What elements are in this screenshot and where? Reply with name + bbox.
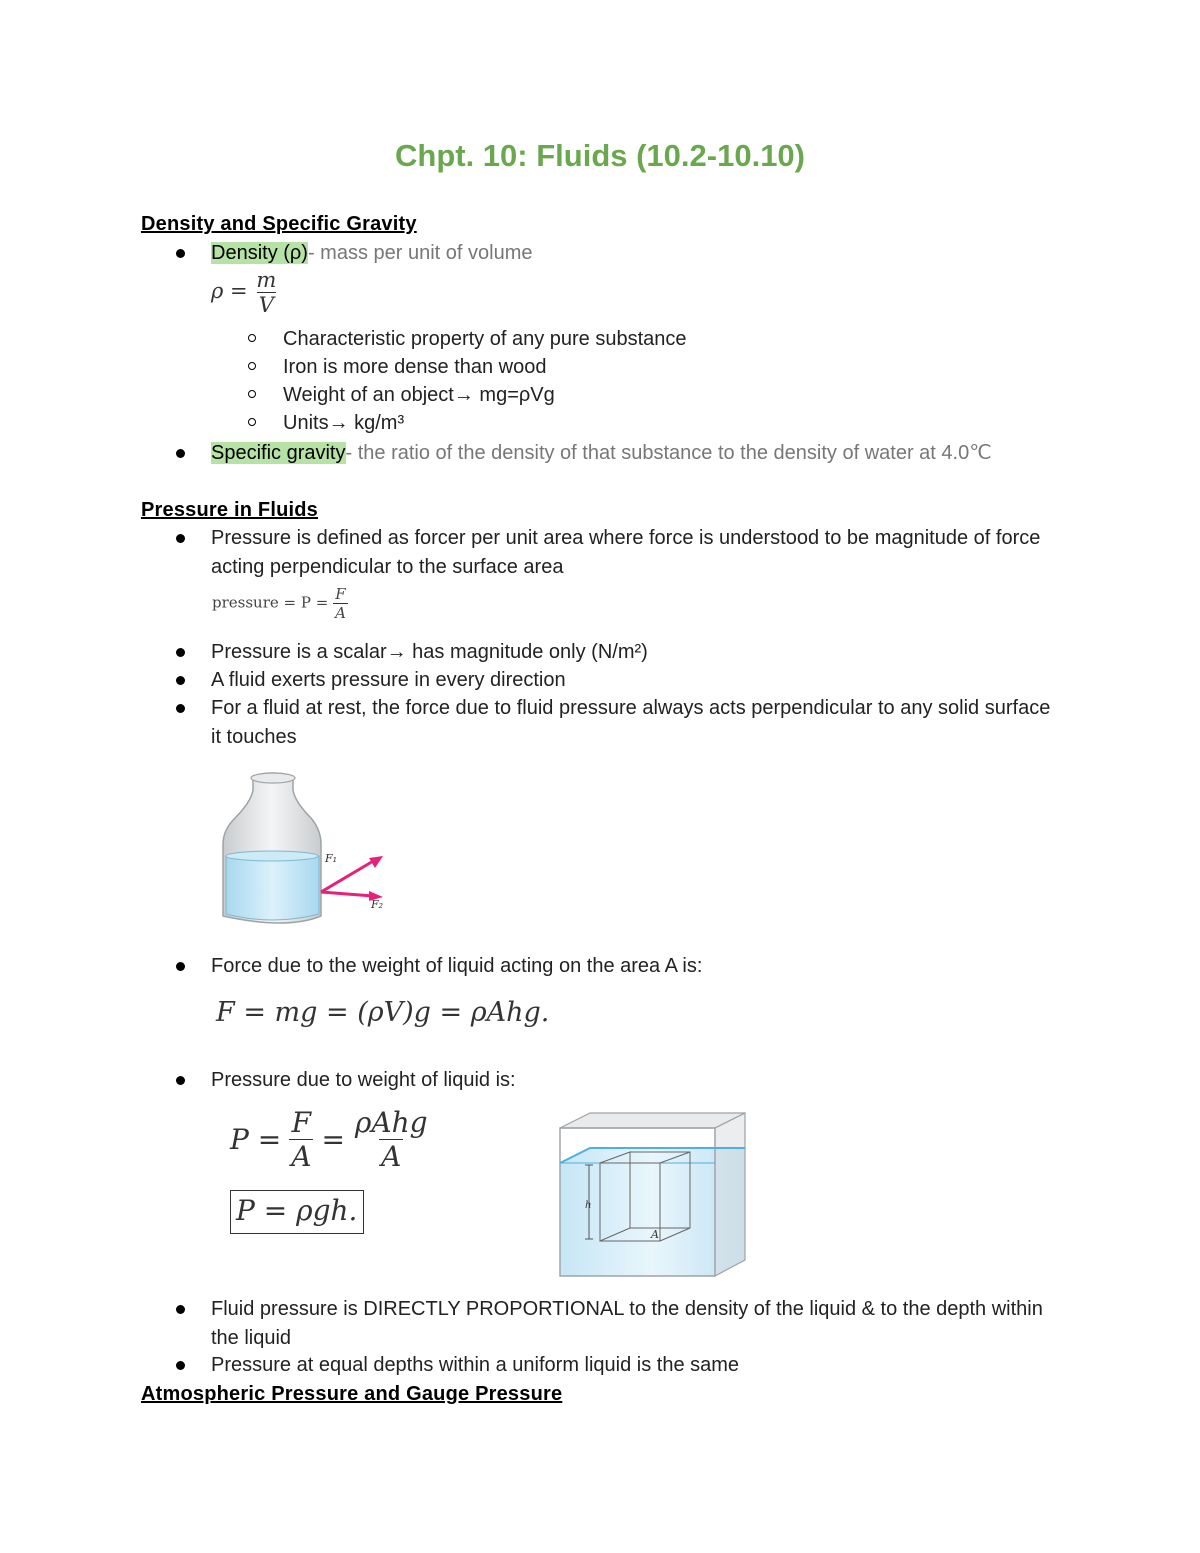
tank-top [560,1113,745,1128]
bullet-pressure-defined: Pressure is defined as forcer per unit area where force is understood to be magnitude of force acting perpendicular to the surface area [176,524,1076,582]
formula-denominator: A [335,604,346,622]
bullet-fluid-at-rest: For a fluid at rest, the force due to fluid pressure always acts perpendicular to any solid surface it touches [176,694,1076,752]
bullet-dot [176,534,185,543]
sg-definition: - the ratio of the density of that substance to the density of water at 4.0℃ [345,442,992,464]
formula-denominator: V [258,293,274,317]
page-title: Chpt. 10: Fluids (10.2-10.10) [395,138,805,173]
water-surface [226,851,318,861]
bottle-water [226,856,319,920]
density-definition: - mass per unit of volume [307,242,533,264]
bottle-mouth [251,773,295,783]
sub-bullet [248,390,256,398]
force-arrow-2 [321,892,373,896]
section-heading-density: Density and Specific Gravity [141,213,417,235]
density-term: Density (ρ) [211,242,308,264]
section-heading-atmospheric: Atmospheric Pressure and Gauge Pressure [141,1383,563,1405]
sub-bullet [248,362,256,370]
boxed-pressure-formula: P = ρgh. [230,1190,364,1234]
bullet-dot [176,449,185,458]
label-area: A [651,1228,659,1241]
formula-numerator: m [256,268,277,292]
sub-bullet [248,418,256,426]
label-h: h [585,1200,592,1211]
bullet-directly-proportional: Fluid pressure is DIRECTLY PROPORTIONAL to the density of the liquid & to the depth within the liquid [176,1295,1076,1353]
tank-figure [555,1108,750,1280]
pressure-weight-formula [230,1106,430,1173]
sg-term: Specific gravity [211,442,346,464]
label-f2: F₂ [371,898,384,911]
force-formula: F = mg = (ρV)g = ρAhg. [216,997,550,1028]
bullet-dot [176,1361,185,1370]
sub-bullet [248,334,256,342]
density-formula [211,268,278,317]
bullet-specific-gravity [176,439,1076,468]
tank-side [715,1113,745,1276]
bullet-dot [176,962,185,971]
bullet-dot [176,1305,185,1314]
bullet-dot [176,648,185,657]
formula-denominator-1: A [291,1140,312,1173]
formula-numerator: F [335,585,346,603]
formula-numerator-2: ρAhg [354,1106,428,1139]
formula-lhs: ρ = [211,279,248,303]
pressure-formula [212,585,348,622]
formula-lhs: pressure = P = [212,593,329,612]
formula-lhs: P = [230,1123,282,1156]
bullet-dot [176,1076,185,1085]
bullet-dot [176,676,185,685]
formula-equals: = [321,1123,345,1156]
section-heading-pressure: Pressure in Fluids [141,499,318,521]
formula-numerator-1: F [291,1106,312,1139]
bullet-density [176,239,1076,268]
bullet-dot [176,704,185,713]
bottle-figure [215,770,395,935]
formula-denominator-2: A [381,1140,402,1173]
label-f1: F₁ [325,852,338,865]
bullet-dot [176,249,185,258]
